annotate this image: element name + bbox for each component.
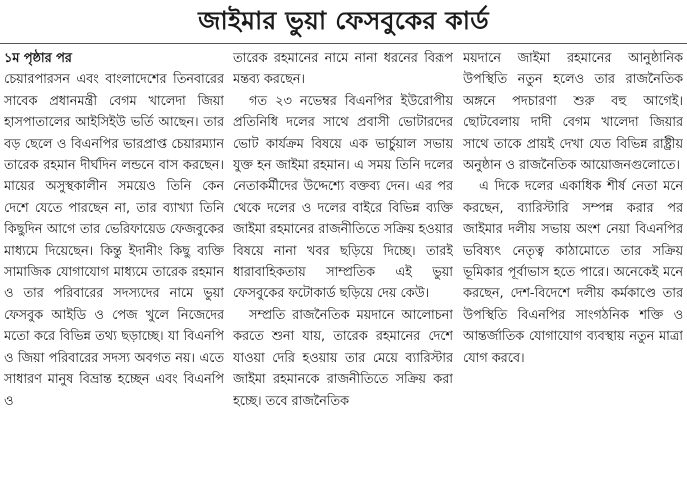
- article-paragraph: সম্প্রতি রাজনৈতিক ময়দানে আলোচনা করতে শুনা যায়, তারেক রহমানের দেশে যাওয়া দেরি হওয়ায় তার মেয়ে ব্যারিস্টার জাইমা রহমানকে রাজনীতিতে সক্রিয় করা হচ্ছে। তবে রাজনৈতিক: [233, 307, 453, 409]
- article-paragraph: চেয়ারপারসন এবং বাংলাদেশের তিনবারের সাবেক প্রধানমন্ত্রী বেগম খালেদা জিয়া হাসপাতালের আইসিইউ ভর্তি আছেন। তার বড় ছেলে ও বিএনপির ভারপ্রাপ্ত চেয়ারম্যান তারেক রহমান দীর্ঘদিন লন্ডনে বাস করছেন। মায়ের অসুস্থকালীন সময়েও তিনি কেন দেশে যেতে পারছেন না, তার ব্যাখ্যা তিনি কিছুদিন আগে তার ভেরিফায়েড ফেজবুকের মাধ্যমে দিয়েছেন। কিন্তু ইদানীং কিছু ব্যক্তি সামাজিক যোগাযোগ মাধ্যমে তারেক রহমান ও তার পরিবারের সদস্যদের নামে ভুয়া ফেসবুক আইডি ও পেজ খুলে নিজেদের মতো করে বিভিন্ন তথ্য ছড়াচ্ছে। যা বিএনপি ও জিয়া পরিবারের সদস্য অবগত নয়। এতে সাধারণ মানুষ বিভ্রান্ত হচ্ছেন এবং বিএনপি ও: [4, 72, 224, 409]
- headline: জাইমার ভুয়া ফেসবুকের কার্ড: [198, 6, 489, 35]
- article-column-2: [233, 48, 453, 478]
- continuation-label: ১ম পৃষ্ঠার পর: [4, 51, 72, 66]
- article-paragraph: গত ২৩ নভেম্বর বিএনপির ইউরোপীয় প্রতিনিধি দলের সাথে প্রবাসী ভোটারদের ভোট কার্যক্রম বিষয়ে এক ভার্চুয়াল সভায় যুক্ত হন জাইমা রহমান। এ সময় তিনি দলের নেতাকর্মীদের উদ্দেশ্যে বক্তব্য দেন। এর পর থেকে দলের ও দলের বাইরে বিভিন্ন ব্যক্তি জাইমা রহমানের রাজনীতিতে সক্রিয় হওয়ার বিষয়ে নানা খবর ছড়িয়ে দিচ্ছে। তারই ধারাবাহিকতায় সাম্প্রতিক এই ভুয়া ফেসবুকের ফটোকার্ড ছড়িয়ে দেয় কেউ।: [233, 93, 453, 302]
- article-paragraph: ময়দানে জাইমা রহমানের আনুষ্ঠানিক উপস্থিতি নতুন হলেও তার রাজনৈতিক অঙ্গনে পদচারণা শুরু বহু আগেই। ছোটবেলায় দাদী বেগম খালেদা জিয়ার সাথে তাকে প্রায়ই দেখা যেত বিভিন্ন রাষ্ট্রীয় অনুষ্ঠান ও রাজনৈতিক আয়োজনগুলোতে।: [463, 51, 683, 174]
- headline-divider: [0, 43, 687, 44]
- article-paragraph: এ দিকে দলের একাধিক শীর্ষ নেতা মনে করছেন, ব্যারিস্টারি সম্পন্ন করার পর জাইমার দলীয় সভায় অংশ নেয়া বিএনপির ভবিষ্যৎ নেতৃত্ব কাঠামোতে তার সক্রিয় ভূমিকার পূর্বাভাস হতে পারে। অনেকেই মনে করছেন, দেশ-বিদেশে দলীয় কর্মকাণ্ডে তার উপস্থিতি বিএনপির সাংগঠনিক শক্তি ও আন্তর্জাতিক যোগাযোগ ব্যবস্থায় নতুন মাত্রা যোগ করবে।: [463, 179, 683, 366]
- article-column-3: [463, 48, 683, 478]
- article-column-1: [4, 48, 224, 478]
- article-paragraph: তারেক রহমানের নামে নানা ধরনের বিরূপ মন্তব্য করছেন।: [233, 51, 453, 88]
